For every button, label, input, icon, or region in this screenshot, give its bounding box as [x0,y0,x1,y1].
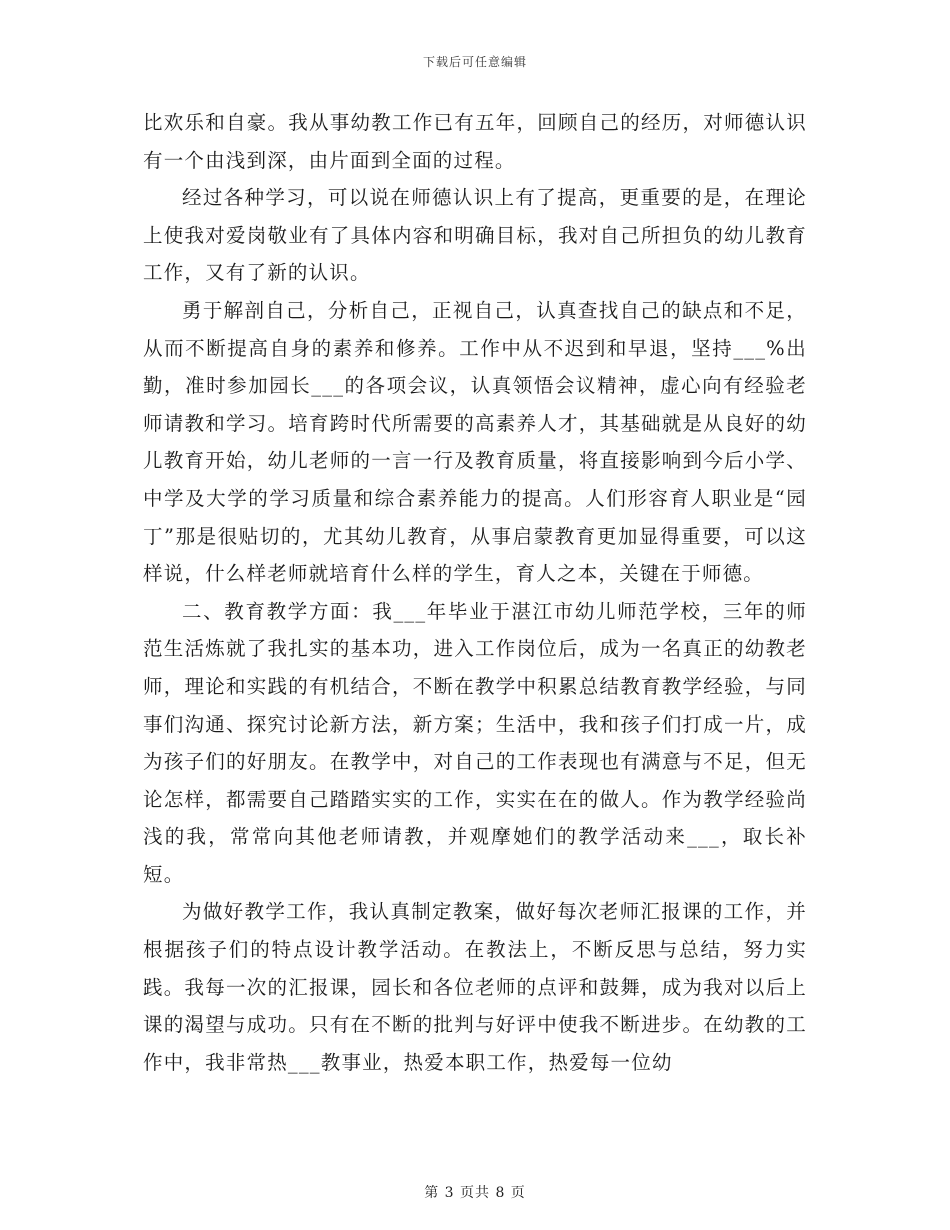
paragraph: 二、教育教学方面：我___年毕业于湛江市幼儿师范学校，三年的师范生活炼就了我扎实的基本功，进入工作岗位后，成为一名真正的幼教老师，理论和实践的有机结合，不断在教学中积累总结教育教学经验，与同事们沟通、探究讨论新方法，新方案；生活中，我和孩子们打成一片，成为孩子们的好朋友。在教学中，对自己的工作表现也有满意与不足，但无论怎样，都需要自己踏踏实实的工作，实实在在的做人。作为教学经验尚浅的我，常常向其他老师请教，并观摩她们的教学活动来___，取长补短。 [143,599,807,886]
page-header: 下载后可任意编辑 [422,55,527,69]
paragraph: 为做好教学工作，我认真制定教案，做好每次老师汇报课的工作，并根据孩子们的特点设计教学活动。在教法上，不断反思与总结，努力实践。我每一次的汇报课，园长和各位老师的点评和鼓舞，成为我对以后上课的渴望与成功。只有在不断的批判与好评中使我不断进步。在幼教的工作中，我非常热___教事业，热爱本职工作，热爱每一位幼 [143,900,807,1074]
paragraph: 勇于解剖自己，分析自己，正视自己，认真查找自己的缺点和不足，从而不断提高自身的素养和修养。工作中从不迟到和早退，坚持___%出勤，准时参加园长___的各项会议，认真领悟会议精神，虚心向有经验老师请教和学习。培育跨时代所需要的高素养人才，其基础就是从良好的幼儿教育开始，幼儿老师的一言一行及教育质量，将直接影响到今后小学、中学及大学的学习质量和综合素养能力的提高。人们形容育人职业是“园丁”那是很贴切的，尤其幼儿教育，从事启蒙教育更加显得重要，可以这样说，什么样老师就培育什么样的学生，育人之本，关键在于师德。 [143,298,807,586]
document-body [143,104,807,1081]
paragraph: 经过各种学习，可以说在师德认识上有了提高，更重要的是，在理论上使我对爱岗敬业有了具体内容和明确目标，我对自己所担负的幼儿教育工作，又有了新的认识。 [143,186,807,285]
paragraph: 比欢乐和自豪。我从事幼教工作已有五年，回顾自己的经历，对师德认识有一个由浅到深，由片面到全面的过程。 [143,111,807,172]
page-footer: 第 3 页共 8 页 [424,1185,526,1201]
